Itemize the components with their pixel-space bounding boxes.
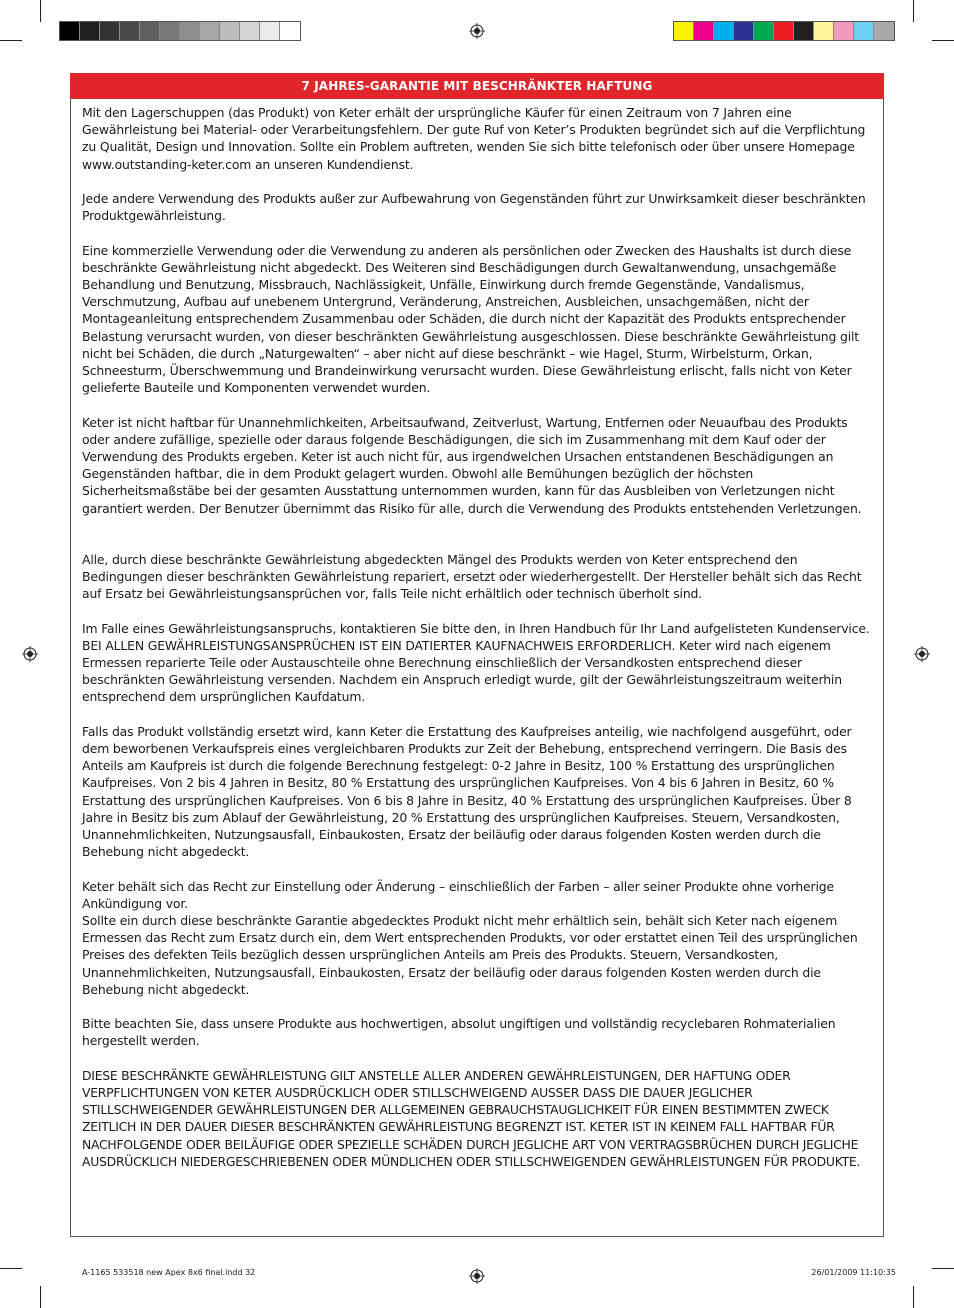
paragraph: Alle, durch diese beschränkte Gewährleistung abgedeckten Mängel des Produkts werden von Keter entsprechend den Bedingungen dieser beschränkten Gewährleistung repariert, ersetzt oder wiederhergestellt. Der Hersteller behält sich das Recht auf Ersatz bei Gewährleistungsansprüchen vor, falls Teile nicht erhältlich oder technisch überholt sind. — [82, 551, 862, 602]
crop-mark — [0, 1268, 22, 1269]
color-swatch — [220, 22, 240, 40]
color-swatch — [160, 22, 180, 40]
paragraph: Falls das Produkt vollständig ersetzt wird, kann Keter die Erstattung des Kaufpreises anteilig, wie nachfolgend ausgeführt, oder dem beworbenen Verkaufspreis eines vergleichbaren Produkts zur Zeit der Behebung, entsprechend verringern. Die Basis des Anteils am Kaufpreis ist durch die folgende Berechnung festgelegt: 0-2 Jahre in Besitz, 100 % Erstattung des ursprünglichen Kaufpreises. Von 2 bis 4 Jahren in Besitz, 80 % Erstattung des ursprünglichen Kaufpreises. Von 4 bis 6 Jahren in Besitz, 60 % Erstattung des ursprünglichen Kaufpreises. Von 6 bis 8 Jahre in Besitz, 40 % Erstattung des ursprünglichen Kaufpreises. Über 8 Jahre in Besitz bis zum Ablauf der Gewährleistung, 20 % Erstattung des ursprünglichen Kaufpreises. Steuern, Versandkosten, Unannehmlichkeiten, Nutzungsausfall, Einbaukosten, Ersatz der beiläufig oder daraus folgenden Kosten werden durch die Behebung nicht abgedeckt. — [82, 723, 852, 860]
paragraph: Mit den Lagerschuppen (das Produkt) von Keter erhält der ursprüngliche Käufer für einen Zeitraum von 7 Jahren eine Gewährleistung bei Material- oder Verarbeitungsfehlern. Der gute Ruf von Keter’s Produkten begründet sich auf die Verpflichtung zu Qualität, Design und Innovation. Sollte ein Problem auftreten, wenden Sie sich bitte telefonisch oder über unsere Homepage www.outstanding-keter.com an unseren Kundendienst. — [82, 105, 866, 172]
crop-mark — [0, 40, 22, 41]
color-swatch — [854, 22, 874, 40]
color-swatch — [180, 22, 200, 40]
color-swatch — [874, 22, 894, 40]
color-swatch — [80, 22, 100, 40]
registration-target-icon — [914, 646, 930, 662]
registration-target-icon — [22, 646, 38, 662]
grayscale-bar — [59, 21, 301, 41]
paragraph: Eine kommerzielle Verwendung oder die Verwendung zu anderen als persönlichen oder Zwecken des Haushalts ist durch diese beschränkte Gewährleistung nicht abgedeckt. Des Weiteren sind Beschädigungen durch Gewaltanwendung, unsachgemäße Behandlung und Benutzung, Missbrauch, Nachlässigkeit, Unfälle, Einwirkung durch fremde Gegenstände, Vandalismus, Verschmutzung, Aufbau auf unebenem Untergrund, Veränderung, Anstreichen, Ausbleichen, unsachgemäßen, nicht der Montageanleitung entsprechendem Zusammenbau oder Schäden, die durch nicht der Kapazität des Produkts entsprechender Belastung verursacht wurden, von dieser beschränkten Gewährleistung ausgeschlossen. Diese beschränkte Gewährleistung gilt nicht bei Schäden, die durch „Naturgewalten“ – aber nicht auf diese beschränkt – wie Hagel, Sturm, Wirbelsturm, Orkan, Schneesturm, Überschwemmung und Brandeinwirkung verursacht wurden. Diese Gewährleistung erlischt, falls nicht von Keter gelieferte Bauteile und Komponenten verwendet wurden. — [82, 242, 860, 396]
footer-file-info: A-1165 533518 new Apex 8x6 final.indd 32 — [82, 1268, 256, 1277]
registration-target-icon — [469, 23, 485, 39]
crop-mark — [40, 1286, 41, 1308]
color-swatch — [714, 22, 734, 40]
color-swatch — [754, 22, 774, 40]
color-swatch — [280, 22, 300, 40]
document-body — [82, 104, 878, 1187]
color-swatch — [200, 22, 220, 40]
color-swatch — [834, 22, 854, 40]
paragraph: Keter ist nicht haftbar für Unannehmlichkeiten, Arbeitsaufwand, Zeitverlust, Wartung, Entfernen oder Neuaufbau des Produkts oder andere zufällige, spezielle oder daraus folgende Beschädigungen, die sich im Zusammenhang mit dem Kauf oder der Verwendung des Produkts ergeben. Keter ist auch nicht für, aus irgendwelchen Ursachen entstandenen Beschädigungen an Gegenständen haftbar, die in dem Produkt gelagert wurden. Obwohl alle Bemühungen bezüglich der höchsten Sicherheitsmaßstäbe bei der gesamten Ausstattung unternommen wurden, kann für das Ausbleiben von Verletzungen nicht garantiert werden. Der Benutzer übernimmt das Risiko für alle, durch die Verwendung des Produkts entstehenden Verletzungen. — [82, 414, 862, 516]
page-title: 7 JAHRES-GARANTIE MIT BESCHRÄNKTER HAFTUNG — [70, 73, 884, 99]
color-swatch — [734, 22, 754, 40]
paragraph: Keter behält sich das Recht zur Einstellung oder Änderung – einschließlich der Farben – aller seiner Produkte ohne vorherige Ankündigung vor. — [82, 878, 834, 911]
color-swatch — [814, 22, 834, 40]
paragraph: Bitte beachten Sie, dass unsere Produkte aus hochwertigen, absolut ungiftigen und vollständig recyclebaren Rohmaterialien hergestellt werden. — [82, 1016, 836, 1049]
paragraph: DIESE BESCHRÄNKTE GEWÄHRLEISTUNG GILT ANSTELLE ALLER ANDEREN GEWÄHRLEISTUNGEN, DER HAFTUNG ODER VERPFLICHTUNGEN VON KETER AUSDRÜCKLICH ODER STILLSCHWEIGEND AUSSER DASS DIE DAUER JEGLICHER STILLSCHWEIGENDER GEWÄHRLEISTUNGEN DER ALLGEMEINEN GEBRAUCHSTAUGLICHKEIT FÜR EINEN BESTIMMTEN ZWECK ZEITLICH IN DER DAUER DIESER BESCHRÄNKTEN GEWÄHRLEISTUNG BEGRENZT IST. KETER IST IN KEINEM FALL HAFTBAR FÜR NACHFOLGENDE ODER BEILÄUFIGE ODER SPEZIELLE SCHÄDEN DURCH JEGLICHE ART VON VERTRAGSBRÜCHEN DURCH JEGLICHE AUSDRÜCKLICH NIEDERGESCHRIEBENEN ODER MÜNDLICHEN ODER STILLSCHWEIGENDEN GEWÄHRLEISTUNGEN FÜR PRODUKTE. — [82, 1067, 861, 1169]
crop-mark — [913, 0, 914, 22]
color-swatch — [694, 22, 714, 40]
color-swatch — [260, 22, 280, 40]
footer-timestamp: 26/01/2009 11:10:35 — [811, 1268, 896, 1277]
color-swatch — [674, 22, 694, 40]
crop-mark — [913, 1286, 914, 1308]
color-swatch — [240, 22, 260, 40]
color-swatch — [774, 22, 794, 40]
paragraph: Im Falle eines Gewährleistungsanspruchs, kontaktieren Sie bitte den, in Ihren Handbuch für Ihr Land aufgelisteten Kundenservice. BEI ALLEN GEWÄHRLEISTUNGSANSPRÜCHEN IST EIN DATIERTER KAUFNACHWEIS ERFORDERLICH. Keter wird nach eigenem Ermessen reparierte Teile oder Austauschteile ohne Berechnung einschließlich der Versandkosten entsprechend dieser beschränkten Gewährleistung versenden. Nachdem ein Anspruch erledigt wurde, gilt der Gewährleistungszeitraum weiterhin entsprechend dem ursprünglichen Kaufdatum. — [82, 620, 870, 705]
color-bar — [673, 21, 895, 41]
paragraph: Sollte ein durch diese beschränkte Garantie abgedecktes Produkt nicht mehr erhältlich sein, behält sich Keter nach eigenem Ermessen das Recht zum Ersatz durch ein, dem Wert entsprechenden Produkts, vor oder erstattet einen Teil des ursprünglichen Preises des defekten Teils bezüglich dessen ursprünglichen Anteils am Preis des Produkts. Steuern, Versandkosten, Unannehmlichkeiten, Nutzungsausfall, Einbaukosten, Ersatz der beiläufig oder daraus folgenden Kosten werden durch die Behebung nicht abgedeckt. — [82, 913, 858, 997]
paragraph: Jede andere Verwendung des Produkts außer zur Aufbewahrung von Gegenständen führt zur Unwirksamkeit dieser beschränkten Produktgewährleistung. — [82, 191, 866, 224]
crop-mark — [932, 1268, 954, 1269]
color-swatch — [120, 22, 140, 40]
crop-mark — [40, 0, 41, 22]
color-swatch — [60, 22, 80, 40]
color-swatch — [140, 22, 160, 40]
crop-mark — [932, 40, 954, 41]
color-swatch — [794, 22, 814, 40]
color-swatch — [100, 22, 120, 40]
registration-target-icon — [469, 1268, 485, 1284]
